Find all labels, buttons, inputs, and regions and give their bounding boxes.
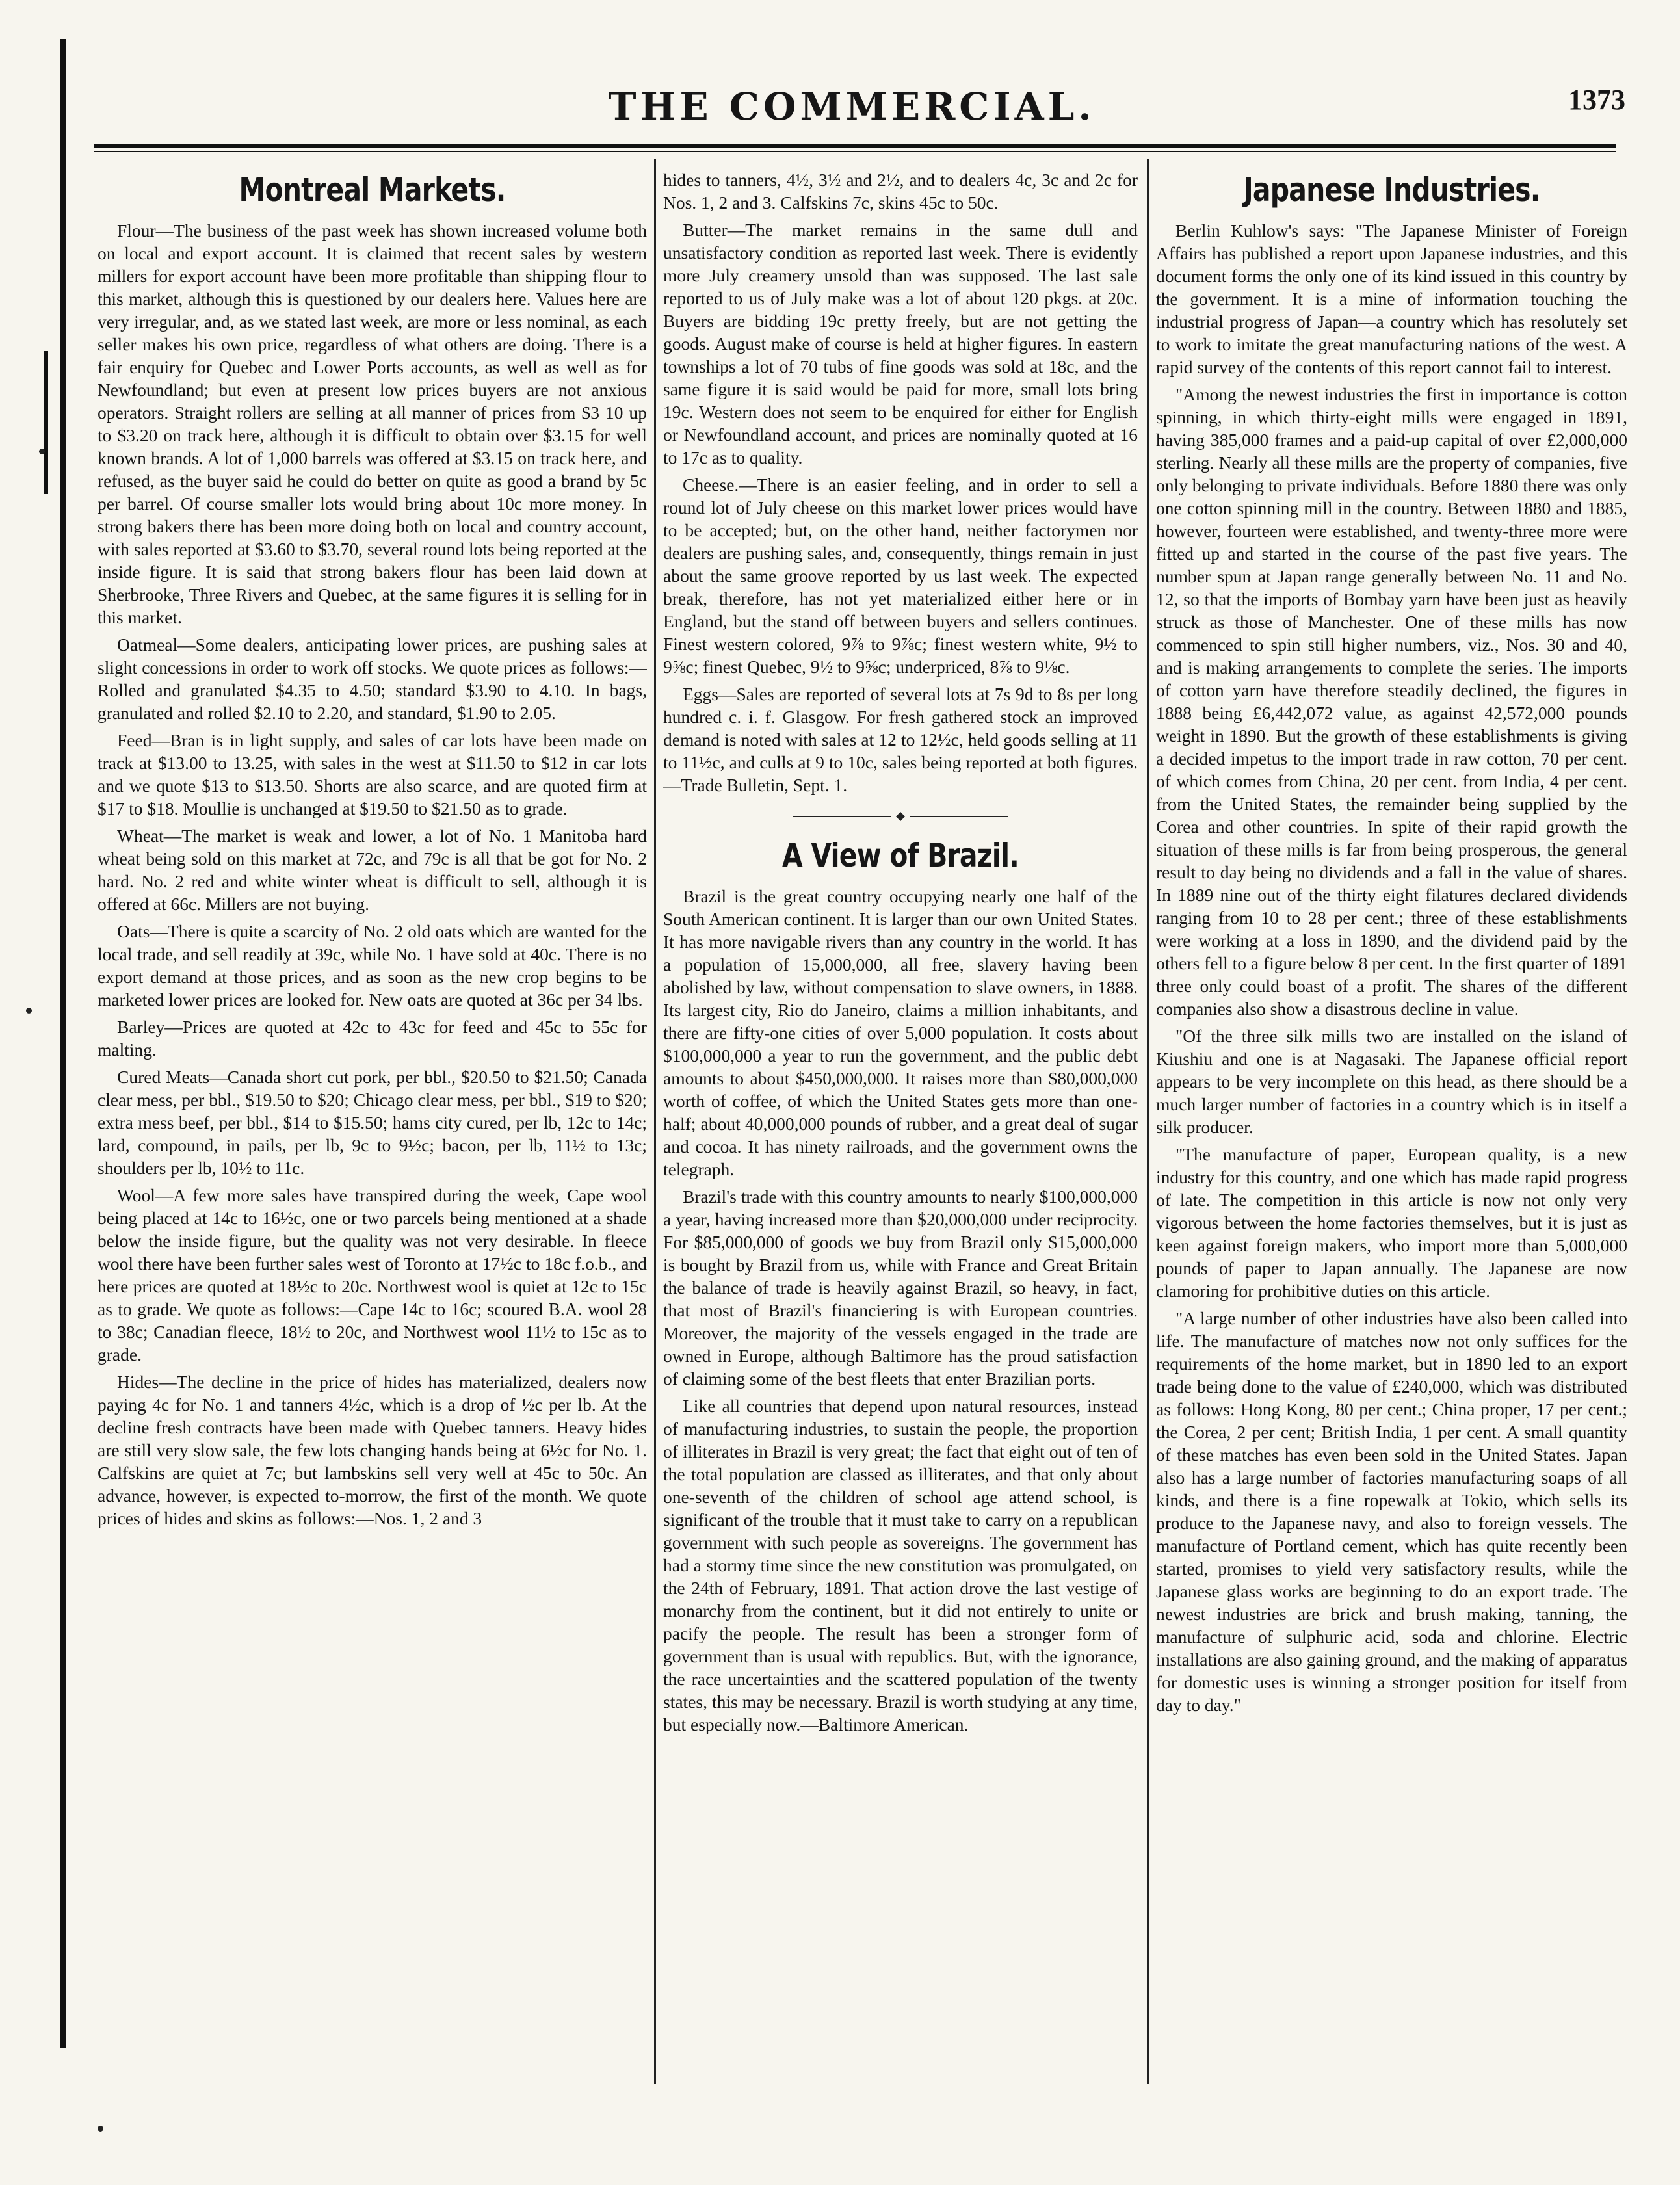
section-divider — [663, 805, 1138, 825]
paragraph-oats: Oats—There is quite a scarcity of No. 2 old oats which are wanted for the local trade, and sell readily at 39c, while No. 1 have sold at 40c. There is no export demand at those prices, and as soon as the new crop begins to be marketed lower prices are looked for. New oats are quoted at 36c per 34 lbs. — [98, 921, 647, 1010]
paragraph-cheese: Cheese.—There is an easier feeling, and in order to sell a round lot of July cheese on this market lower prices would have to be accepted; but, on the other hand, neither factorymen nor dealers are pushing sales, and, consequently, things remain in just about the same groove reported by us last week. The expected break, therefore, has not yet materialized either here or in England, but the stand off between buyers and sellers continues. Finest western colored, 9⅞ to 9⅞c; finest western white, 9½ to 9⅝c; finest Quebec, 9½ to 9⅝c; underpriced, 8⅞ to 9⅛c. — [663, 475, 1138, 677]
header-rule-thin — [94, 151, 1616, 152]
column-rule — [1147, 159, 1149, 2084]
paragraph-flour: Flour—The business of the past week has shown increased volume both on local and export account. It is claimed that recent sales by western millers for export account have been more profitable than shipping flour to this market, although this is questioned by our dealers here. Values here are very irregular, and, as we stated last week, are more or less nominal, as each seller makes his own price, regardless of what others are doing. There is a fair enquiry for Quebec and Lower Ports accounts, as well as well as for Newfoundland; but even at present low prices buyers are not anxious operators. Straight rollers are selling at all manner of prices from $3 10 up to $3.20 on track here, although it is difficult to obtain over $3.15 for well known brands. A lot of 1,000 barrels was offered at $3.15 on track here, and refused, as the buyer said he could do better on quite as good a brand by 5c per barrel. Of course smaller lots would bring about 10c more money. In strong bakers there has been more doing both on local and country account, with sales reported at $3.60 to $3.70, several round lots being reported at the inside figure. It is said that strong bakers flour has been laid down at Sherbrooke, Three Rivers and Quebec, at the same figures it is selling for in this market. — [98, 220, 647, 627]
column-3 — [1156, 159, 1627, 2149]
paragraph-wool: Wool—A few more sales have transpired during the week, Cape wool being placed at 14c to 16½c, one or two parcels being mentioned at a shade below the inside figure, but the quality was not very desirable. In fleece wool there have been further sales west of Toronto at 17½c to 18c f.o.b., and here prices are quoted at 18½c to 20c. Northwest wool is quiet at 12c to 15c as to grade. We quote as follows:—Cape 14c to 16c; scoured B.A. wool 28 to 38c; Canadian fleece, 18½ to 20c, and Northwest wool 11½ to 15c as to grade. — [98, 1185, 647, 1365]
ink-speck — [26, 1008, 32, 1014]
column-2 — [663, 159, 1138, 2149]
paragraph-japan-2: "Among the newest industries the first in importance is cotton spinning, in which thirty-eight mills were engaged in 1891, having 385,000 frames and a paid-up capital of over £2,000,000 sterling. Nearly all these mills are the property of companies, five only belonging to private individuals. Before 1880 there was only one cotton spinning mill in the country. Between 1880 and 1885, however, fourteen were established, and twenty-three more were fitted up and started in the course of the past five years. The number spun at Japan range generally between No. 11 and No. 12, so that the imports of Bombay yarn have been just as heavily struck as those of Manchester. One of these mills has now commenced to spin still higher numbers, viz., Nos. 30 and 40, and is making arrangements to complete the series. The imports of cotton yarn have therefore steadily declined, the figures in 1888 being £6,442,072 value, as against 42,572,000 pounds weight in 1890. But the growth of these establishments is giving a decided impetus to the import trade in raw cotton, 70 per cent. of which comes from China, 20 per cent. from India, 4 per cent. from the United States, the remainder being supplied by the Corea and other countries. In spite of their rapid growth the situation of these mills is far from being prosperous, the general result to day being no dividends and a fall in the value of shares. In 1889 nine out of the thirty eight filatures declared dividends ranging from 10 to 28 per cent.; three of these establishments were working at a loss in 1890, and the dividend paid by the others fell to a figure below 8 per cent. In the first quarter of 1891 three only could boast of a profit. The shares of the different companies also show a disastrous decline in value. — [1156, 384, 1627, 1019]
paragraph-brazil-2: Brazil's trade with this country amounts to nearly $100,000,000 a year, having increased more than $20,000,000 under reciprocity. For $85,000,000 of goods we buy from Brazil only $15,000,000 is bought by Brazil from us, while with France and Great Britain the balance of trade is heavily against Brazil, so heavy, in fact, that most of Brazil's financiering is with European countries. Moreover, the majority of the vessels engaged in the trade are owned in Europe, although Baltimore has the proud satisfaction of claiming some of the best fleets that enter Brazilian ports. — [663, 1186, 1138, 1389]
headline-montreal-markets: Montreal Markets. — [239, 171, 506, 209]
article-view-of-brazil — [663, 885, 1138, 1736]
paragraph-japan-3: "Of the three silk mills two are installed on the island of Kiushiu and one is at Nagasaki. The Japanese official report appears to be very incomplete on this head, as there should be a much larger number of factories in a country which is in itself a silk producer. — [1156, 1026, 1627, 1137]
binding-shadow-mark — [44, 351, 48, 494]
header-rule — [94, 144, 1616, 148]
binding-shadow — [60, 39, 66, 2048]
article-montreal-markets — [98, 219, 647, 1530]
masthead: THE COMMERCIAL. — [608, 85, 1096, 129]
paragraph-japan-4: "The manufacture of paper, European quality, is a new industry for this country, and one which has made rapid progress of late. The competition in this article is now not only very vigorous between the home factories themselves, but it is just as keen against foreign makers, who import more than 5,000,000 pounds of paper to Japan annually. The Japanese are now clamoring for prohibitive duties on this article. — [1156, 1144, 1627, 1301]
column-1 — [98, 159, 647, 2149]
paragraph-japan-5: "A large number of other industries have also been called into life. The manufacture of matches now not only suffices for the requirements of the home market, but in 1890 led to an export trade being done to the value of £240,000, which was distributed as follows: Hong Kong, 80 per cent.; China proper, 17 per cent.; the Corea, 2 per cent; British India, 1 per cent. A small quantity of these matches has even been sold in the United States. Japan also has a large number of factories manufacturing soaps of all kinds, and there is a fine ropewalk at Tokio, which sells its produce to the Japanese navy, and also to foreign vessels. The manufacture of Portland cement, which has quite recently been started, promises to yield very satisfactory results, while the Japanese glass works are beginning to do an export trade. The newest industries are brick and brush making, tanning, the manufacture of sulphuric acid, soda and chlorine. Electric installations are also gaining ground, and the making of apparatus for domestic uses is winning a stronger position for itself from day to day." — [1156, 1308, 1627, 1715]
page-number: 1373 — [1568, 84, 1625, 116]
paragraph-brazil-3: Like all countries that depend upon natural resources, instead of manufacturing industries, to sustain the people, the proportion of illiterates in Brazil is very great; the fact that eight out of ten of the total population are classed as illiterates, and that only about one-seventh of the children of school age attend school, is significant of the trouble that it must take to carry on a republican government with such people as sovereigns. The government has had a stormy time since the new constitution was promulgated, on the 24th of February, 1891. That action drove the last vestige of monarchy from the continent, but it did not entirely to unite or pacify the people. The result has been a stronger form of government than is usual with republics. But, with the ignorance, the race uncertainties and the scattered population of the twenty states, this may be necessary. Brazil is worth studying at any time, but especially now.—Baltimore American. — [663, 1396, 1138, 1734]
paragraph-butter: Butter—The market remains in the same dull and unsatisfactory condition as reported last week. There is evidently more July creamery unsold than was supposed. The last sale reported to us of July make was a lot of about 120 pkgs. at 20c. Buyers are bidding 19c pretty freely, but are not getting the goods. August make of course is held at higher figures. In eastern townships a lot of 70 tubs of fine goods was sold at 18c, and the same figure it is said would be paid for more, small lots bring 19c. Western does not seem to be enquired for either for English or Newfoundland account, and prices are nominally quoted at 16 to 17c as to quality. — [663, 220, 1138, 467]
headline-japanese-industries: Japanese Industries. — [1243, 171, 1540, 209]
paragraph-cured-meats: Cured Meats—Canada short cut pork, per bbl., $20.50 to $21.50; Canada clear mess, per bbl., $19.50 to $20; Chicago clear mess, per bbl., $19 to $20; extra mess beef, per bbl., $14 to $15.50; hams city cured, per lb, 12c to 14c; lard, compound, in pails, per lb, 9c to 9½c; bacon, per lb, 11½ to 13c; shoulders per lb, 10½ to 11c. — [98, 1067, 647, 1178]
ink-speck — [39, 449, 45, 454]
paragraph-hides: Hides—The decline in the price of hides has materialized, dealers now paying 4c for No. 1 and tanners 4½c, which is a drop of ½c per lb. At the decline fresh contracts have been made with Quebec tanners. Heavy hides are still very slow sale, the few lots changing hands being at 6½c for No. 1. Calfskins are quiet at 7c; but lambskins sell very well at 45c to 50c. An advance, however, is expected to-morrow, the first of the month. We quote prices of hides and skins as follows:—Nos. 1, 2 and 3 — [98, 1372, 647, 1528]
paragraph-eggs: Eggs—Sales are reported of several lots at 7s 9d to 8s per long hundred c. i. f. Glasgow. For fresh gathered stock an improved demand is noted with sales at 12 to 12½c, held goods selling at 11 to 11½c, and culls at 9 to 10c, sales being reported at both figures.—Trade Bulletin, Sept. 1. — [663, 684, 1138, 795]
page-header — [78, 78, 1625, 137]
paragraph-barley: Barley—Prices are quoted at 42c to 43c for feed and 45c to 55c for malting. — [98, 1017, 647, 1060]
article-montreal-markets-continued — [663, 168, 1138, 796]
paragraph-wheat: Wheat—The market is weak and lower, a lot of No. 1 Manitoba hard wheat being sold on this market at 72c, and 79c is all that be got for No. 2 hard. No. 2 red and white winter wheat is difficult to sell, although it is offered at 66c. Millers are not buying. — [98, 826, 647, 914]
headline-view-of-brazil: A View of Brazil. — [781, 837, 1019, 874]
paragraph-feed: Feed—Bran is in light supply, and sales of car lots have been made on track at $13.00 to 13.25, with sales in the west at $11.50 to $12 in car lots and we quote $13 to $13.50. Shorts are also scarce, and are quoted firm at $17 to $18. Moullie is unchanged at $19.50 to $21.50 as to grade. — [98, 730, 647, 818]
column-rule — [654, 159, 656, 2084]
paragraph-brazil-1: Brazil is the great country occupying nearly one half of the South American continent. It is larger than our own United States. It has more navigable rivers than any country in the world. It has a population of 15,000,000, all free, slavery having been abolished by law, without compensation to slave owners, in 1888. Its largest city, Rio do Janeiro, claims a million inhabitants, and there are fifty-one cities of over 5,000 population. It costs about $100,000,000 a year to run the government, and the public debt amounts to about $450,000,000. It raises more than $80,000,000 worth of coffee, of which the United States gets more than one-half; about 40,000,000 pounds of rubber, and a great deal of sugar and cocoa. It has ninety railroads, and the government owns the telegraph. — [663, 886, 1138, 1179]
article-japanese-industries — [1156, 219, 1627, 1716]
paragraph-hides-continued: hides to tanners, 4½, 3½ and 2½, and to dealers 4c, 3c and 2c for Nos. 1, 2 and 3. Calfskins 7c, skins 45c to 50c. — [663, 170, 1138, 213]
paragraph-japan-1: Berlin Kuhlow's says: "The Japanese Minister of Foreign Affairs has published a report upon Japanese industries, and this document forms the only one of its kind issued in this country by the government. It is a mine of information touching the industrial progress of Japan—a country which has resolutely set to work to imitate the great manufacturing nations of the west. A rapid survey of the contents of this report cannot fail to interest. — [1156, 220, 1627, 377]
paragraph-oatmeal: Oatmeal—Some dealers, anticipating lower prices, are pushing sales at slight concessions in order to work off stocks. We quote prices as follows:—Rolled and granulated $4.35 to 4.50; standard $3.90 to 4.10. In bags, granulated and rolled $2.10 to 2.20, and standard, $1.90 to 2.05. — [98, 635, 647, 723]
